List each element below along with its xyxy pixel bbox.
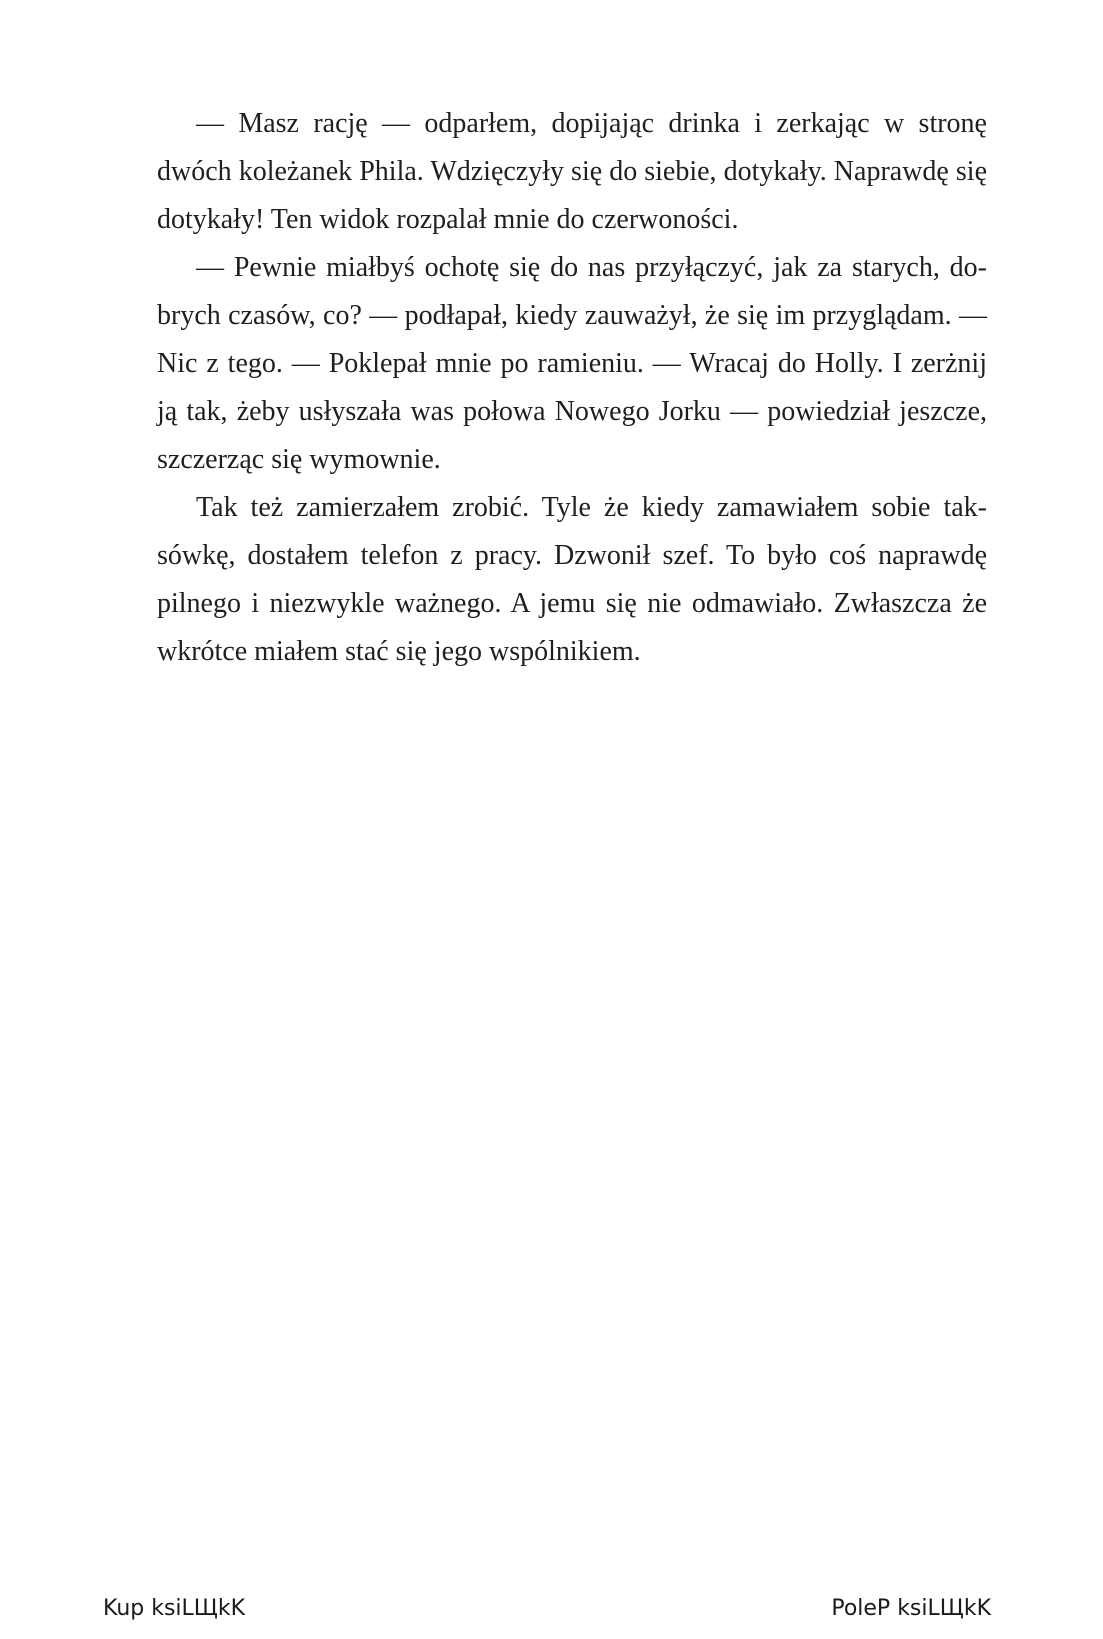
paragraph-1: — Masz rację — odparłem, dopijając drinka i zerkając w stronę dwóch koleżanek Phila. Wdzięczyły się do siebie, dotykały. Naprawdę się dotykały! Ten widok rozpalał mnie do czerwoności.	[157, 108, 987, 235]
recommend-book-link[interactable]: PoleP ksiLЩkK	[831, 1596, 991, 1621]
page-body	[157, 100, 987, 676]
paragraph-2: — Pewnie miałbyś ochotę się do nas przyłączyć, jak za starych, dobrych czasów, co? — podłapał, kiedy zauważył, że się im przyglądam. — Nic z tego. — Poklepał mnie po ramieniu. — Wracaj do Holly. I zerżnij ją tak, żeby usłyszała was połowa Nowego Jorku — powiedział jeszcze, szczerząc się wymownie.	[157, 252, 987, 475]
buy-book-link[interactable]: Kup ksiLЩkK	[103, 1596, 246, 1621]
paragraph-3: Tak też zamierzałem zrobić. Tyle że kiedy zamawiałem sobie taksówkę, dostałem telefon z pracy. Dzwonił szef. To było coś naprawdę pilnego i niezwykle ważnego. A jemu się nie odmawiało. Zwłaszcza że wkrótce miałem stać się jego wspólnikiem.	[157, 492, 987, 667]
